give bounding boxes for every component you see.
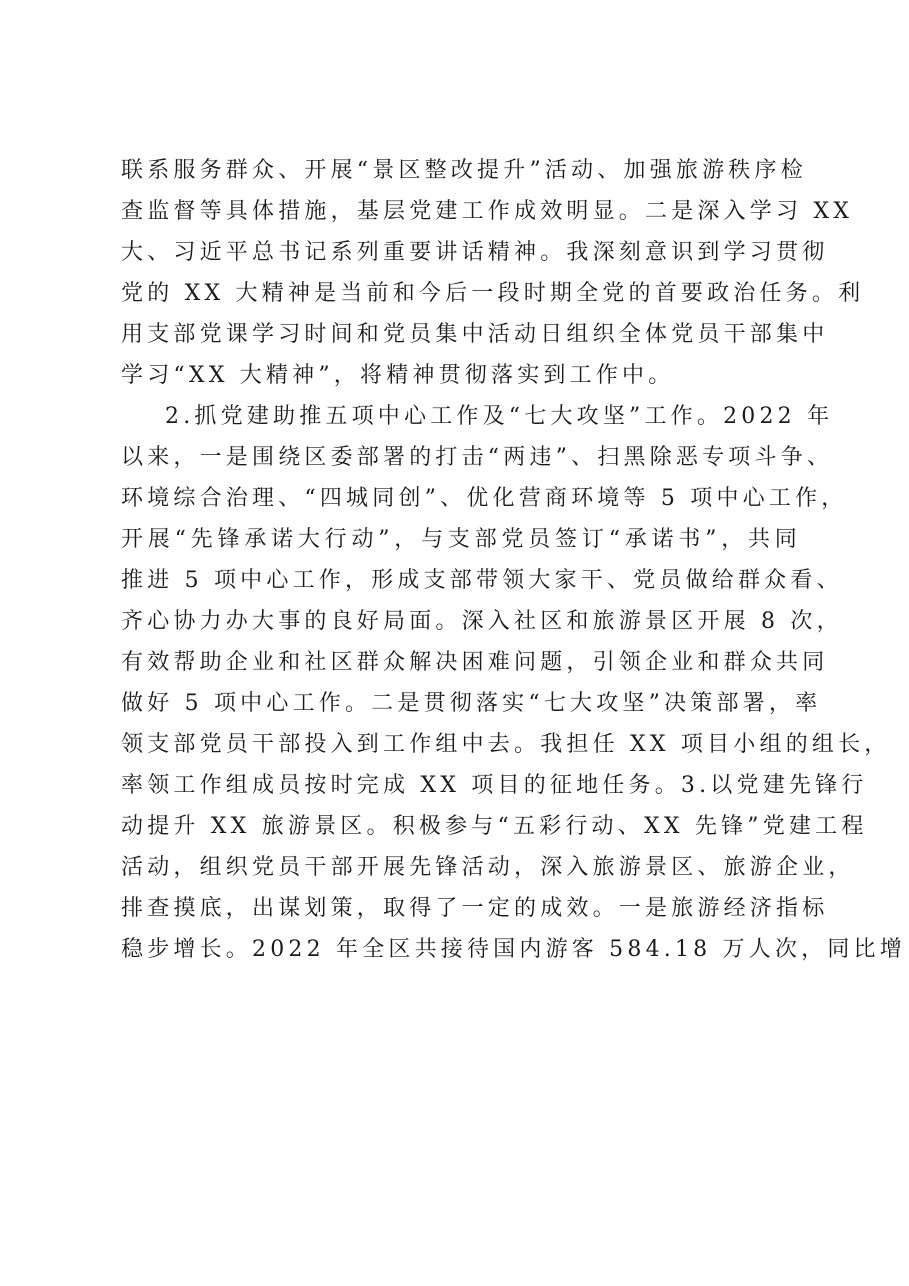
paragraph-1 (121, 150, 865, 396)
paragraph-line: 环境综合治理、“四城同创”、优化营商环境等 5 项中心工作， (121, 486, 848, 511)
paragraph-line: 开展“先锋承诺大行动”，与支部党员签订“承诺书”，共同 (121, 527, 801, 552)
paragraph-line: 动提升 XX 旅游景区。积极参与“五彩行动、XX 先锋”党建工程 (121, 814, 868, 839)
paragraph-line: 活动，组织党员干部开展先锋活动，深入旅游景区、旅游企业， (121, 855, 855, 880)
paragraph-line: 领支部党员干部投入到工作组中去。我担任 XX 项目小组的组长， (121, 732, 891, 757)
paragraph-line: 学习“XX 大精神”，将精神贯彻落实到工作中。 (121, 363, 675, 388)
paragraph-line: 做好 5 项中心工作。二是贯彻落实“七大攻坚”决策部署，率 (121, 691, 822, 716)
paragraph-line: 有效帮助企业和社区群众解决困难问题，引领企业和群众共同 (121, 650, 829, 675)
paragraph-line: 以来，一是围绕区委部署的打击“两违”、扫黑除恶专项斗争、 (121, 445, 834, 470)
paragraph-line: 齐心协力办大事的良好局面。深入社区和旅游景区开展 8 次， (121, 609, 843, 634)
paragraph-line: 稳步增长。2022 年全区共接待国内游客 584.18 万人次，同比增 (121, 937, 906, 962)
paragraph-2 (121, 396, 906, 970)
paragraph-line: 排查摸底，出谋划策，取得了一定的成效。一是旅游经济指标 (121, 896, 829, 921)
paragraph-line: 率领工作组成员按时完成 XX 项目的征地任务。3.以党建先锋行 (121, 773, 868, 798)
document-body (121, 150, 906, 970)
paragraph-line: 大、习近平总书记系列重要讲话精神。我深刻意识到学习贯彻 (121, 240, 829, 265)
paragraph-line: 2.抓党建助推五项中心工作及“七大攻坚”工作。2022 年 (165, 404, 834, 429)
paragraph-line: 联系服务群众、开展“景区整改提升”活动、加强旅游秩序检 (121, 158, 807, 183)
paragraph-line: 查监督等具体措施，基层党建工作成效明显。二是深入学习 XX (121, 199, 854, 224)
paragraph-line: 推进 5 项中心工作，形成支部带领大家干、党员做给群众看、 (121, 568, 843, 593)
paragraph-line: 党的 XX 大精神是当前和今后一段时期全党的首要政治任务。利 (121, 281, 865, 306)
paragraph-line: 用支部党课学习时间和党员集中活动日组织全体党员干部集中 (121, 322, 829, 347)
